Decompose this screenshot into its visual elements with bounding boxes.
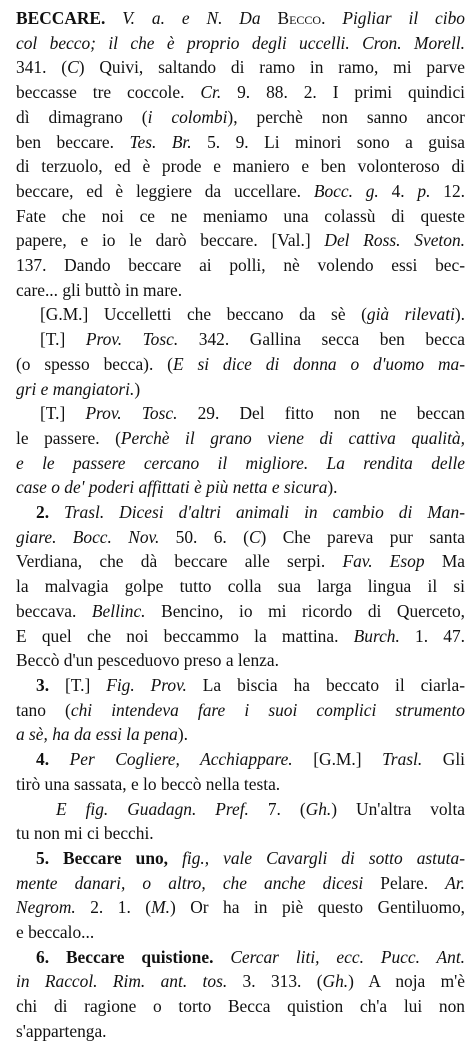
text-line: s'appartenga. — [16, 1020, 107, 1041]
text-line: Beccò d'un pesceduovo preso a lenza. — [16, 650, 279, 671]
example-gm — [16, 302, 465, 327]
text-line: E quel che noi beccammo la mattina. Burch. 1. 47. — [16, 625, 465, 646]
text-line: col becco; il che è proprio degli uccelli. Cron. Morell. — [16, 32, 465, 53]
text-line: e le passere cercano il migliore. La rendita delle — [16, 452, 465, 473]
example-prov-29 — [16, 401, 465, 500]
text-line: di terzuolo, ed è prode e maniero e ben volonteroso di — [16, 156, 465, 177]
sense-4 — [16, 747, 465, 846]
text-line: in Raccol. Rim. ant. tos. 3. 313. (Gh.) A noja m'è — [16, 971, 465, 992]
sense-3 — [16, 673, 465, 747]
text-line: 137. Dando beccare ai polli, nè volendo essi bec- — [16, 255, 465, 276]
text-line: [G.M.] Uccelletti che beccano da sè (già rilevati). — [40, 304, 465, 325]
text-line: BECCARE. V. a. e N. Da Becco. Pigliar il cibo — [16, 8, 465, 28]
sense-2 — [16, 500, 465, 673]
text-line: beccare, ed è leggiere da uccellare. Bocc. g. 4. p. 12. — [16, 180, 465, 201]
example-prov-342 — [16, 327, 465, 401]
text-line: care... gli buttò in mare. — [16, 279, 183, 300]
text-line: (o spesso becca). (E si dice di donna o d'uomo ma- — [16, 353, 465, 374]
text-line: mente danari, o altro, che anche dicesi Pelare. Ar. — [16, 872, 465, 893]
text-line: Verdiana, che dà beccare alle serpi. Fav. Esop Ma — [16, 551, 465, 572]
text-line: e beccalo... — [16, 922, 95, 943]
text-line: 5. Beccare uno, fig., vale Cavargli di sotto astuta- — [36, 847, 465, 868]
sense-6 — [16, 945, 465, 1044]
entry-definition — [16, 6, 465, 302]
text-line: gri e mangiatori.) — [16, 378, 141, 399]
text-line: ben beccare. Tes. Br. 5. 9. Li minori sono a guisa — [16, 131, 465, 152]
text-line: Negrom. 2. 1. (M.) Or ha in piè questo Gentiluomo, — [16, 897, 465, 918]
text-line: Fate che noi ce ne meniamo una colassù di queste — [16, 205, 465, 226]
text-line: 3. [T.] Fig. Prov. La biscia ha beccato il ciarla- — [36, 674, 465, 695]
text-line: 2. Trasl. Dicesi d'altri animali in cambio di Man- — [36, 502, 465, 523]
text-line: 341. (C) Quivi, saltando di ramo in ramo, mi parve — [16, 57, 465, 78]
text-line: dì dimagrano (i colombi), perchè non sanno ancor — [16, 106, 465, 127]
text-line: papere, e io le darò beccare. [Val.] Del Ross. Sveton. — [16, 230, 465, 251]
text-line: a sè, ha da essi la pena). — [16, 724, 188, 745]
text-line: tu non mi ci becchi. — [16, 823, 154, 844]
text-line: case o de' poderi affittati è più netta e sicura). — [16, 477, 338, 498]
text-line: chi di ragione o torto Becca quistion ch'a lui non — [16, 996, 465, 1017]
sense-5 — [16, 846, 465, 945]
text-line: le passere. (Perchè il grano viene di cattiva qualità, — [16, 427, 465, 448]
text-line: E fig. Guadagn. Pref. 7. (Gh.) Un'altra volta — [56, 798, 465, 819]
headword: BECCARE. — [16, 8, 106, 28]
text-line: beccava. Bellinc. Bencino, io mi ricordo di Querceto, — [16, 600, 465, 621]
text-line: tirò una sassata, e lo beccò nella testa. — [16, 773, 281, 794]
text-line: giare. Bocc. Nov. 50. 6. (C) Che pareva pur santa — [16, 526, 465, 547]
text-line: tano (chi intendeva fare i suoi complici strumento — [16, 699, 465, 720]
text-line: beccasse tre coccole. Cr. 9. 88. 2. I primi quindici — [16, 82, 465, 103]
text-line: 6. Beccare quistione. Cercar liti, ecc. Pucc. Ant. — [36, 946, 465, 967]
text-line: 4. Per Cogliere, Acchiappare. [G.M.] Trasl. Gli — [36, 749, 465, 770]
text-line: [T.] Prov. Tosc. 342. Gallina secca ben becca — [40, 329, 465, 350]
text-line: [T.] Prov. Tosc. 29. Del fitto non ne beccan — [40, 403, 465, 424]
text-line: la malvagia golpe tutto colla sua larga lingua il si — [16, 576, 465, 597]
